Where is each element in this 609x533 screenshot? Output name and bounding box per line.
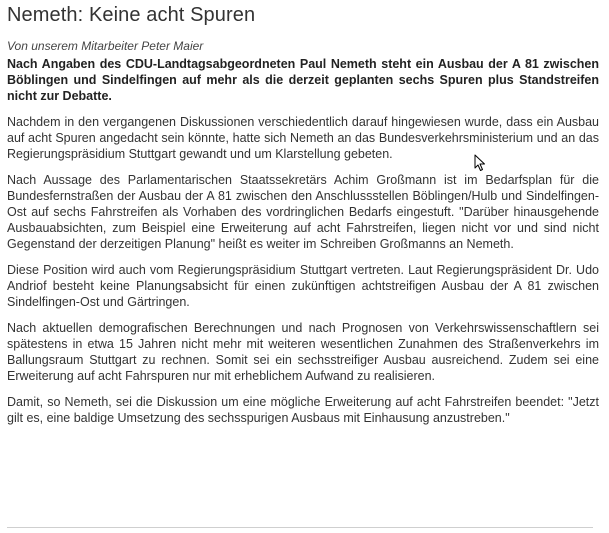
article-author: Von unserem Mitarbeiter Peter Maier: [7, 39, 204, 53]
article-lead: Nach Angaben des CDU-Landtagsabgeordneten Paul Nemeth steht ein Ausbau der A 81 zwischen Böblingen und Sindelfingen auf mehr als die derzeit geplanten sechs Spuren plus Standstreifen nicht zur Debatte.: [7, 57, 599, 103]
article: [7, 3, 599, 436]
bottom-divider: [7, 527, 593, 528]
article-paragraph-5: Damit, so Nemeth, sei die Diskussion um eine mögliche Erweiterung auf acht Fahrstreifen beendet: "Jetzt gilt es, eine baldige Umsetzung des sechsspurigen Ausbaus mit Einhausung anzustreben.": [7, 395, 599, 425]
article-paragraph-1: Nachdem in den vergangenen Diskussionen verschiedentlich darauf hingewiesen wurde, dass ein Ausbau auf acht Spuren angedacht sein könnte, hatte sich Nemeth an das Bundesverkehrsministerium und an das Regierungspräsidium Stuttgart gewandt und um Klarstellung gebeten.: [7, 115, 599, 161]
article-paragraph-2: Nach Aussage des Parlamentarischen Staatssekretärs Achim Großmann ist im Bedarfsplan für die Bundesfernstraßen der Ausbau der A 81 zwischen den Anschlussstellen Böblingen/Hulb und Sindelfingen-Ost auf sechs Fahrstreifen als Vorhaben des vordringlichen Bedarfs eingestuft. "Darüber hinausgehende Ausbauabsichten, zum Beispiel eine Erweiterung auf acht Fahrstreifen, liegen nicht vor und sind nicht Gegenstand der derzeitigen Planung" heißt es weiter im Schreiben Großmanns an Nemeth.: [7, 173, 599, 251]
article-title: Nemeth: Keine acht Spuren: [7, 4, 256, 26]
article-paragraph-3: Diese Position wird auch vom Regierungspräsidium Stuttgart vertreten. Laut Regierungspräsident Dr. Udo Andriof besteht keine Planungsabsicht für einen zukünftigen achtstreifigen Ausbau der A 81 zwischen Sindelfingen-Ost und Gärtringen.: [7, 263, 599, 309]
mouse-pointer-icon: [474, 154, 486, 172]
article-paragraph-4: Nach aktuellen demografischen Berechnungen und nach Prognosen von Verkehrswissenschaftlern sei spätestens in etwa 15 Jahren nicht mehr mit weiteren wesentlichen Zunahmen des Straßenverkehrs im Ballungsraum Stuttgart zu rechnen. Somit sei ein sechsstreifiger Ausbau ausreichend. Zudem sei eine Erweiterung auf acht Fahrspuren nur mit erheblichem Aufwand zu realisieren.: [7, 321, 599, 383]
